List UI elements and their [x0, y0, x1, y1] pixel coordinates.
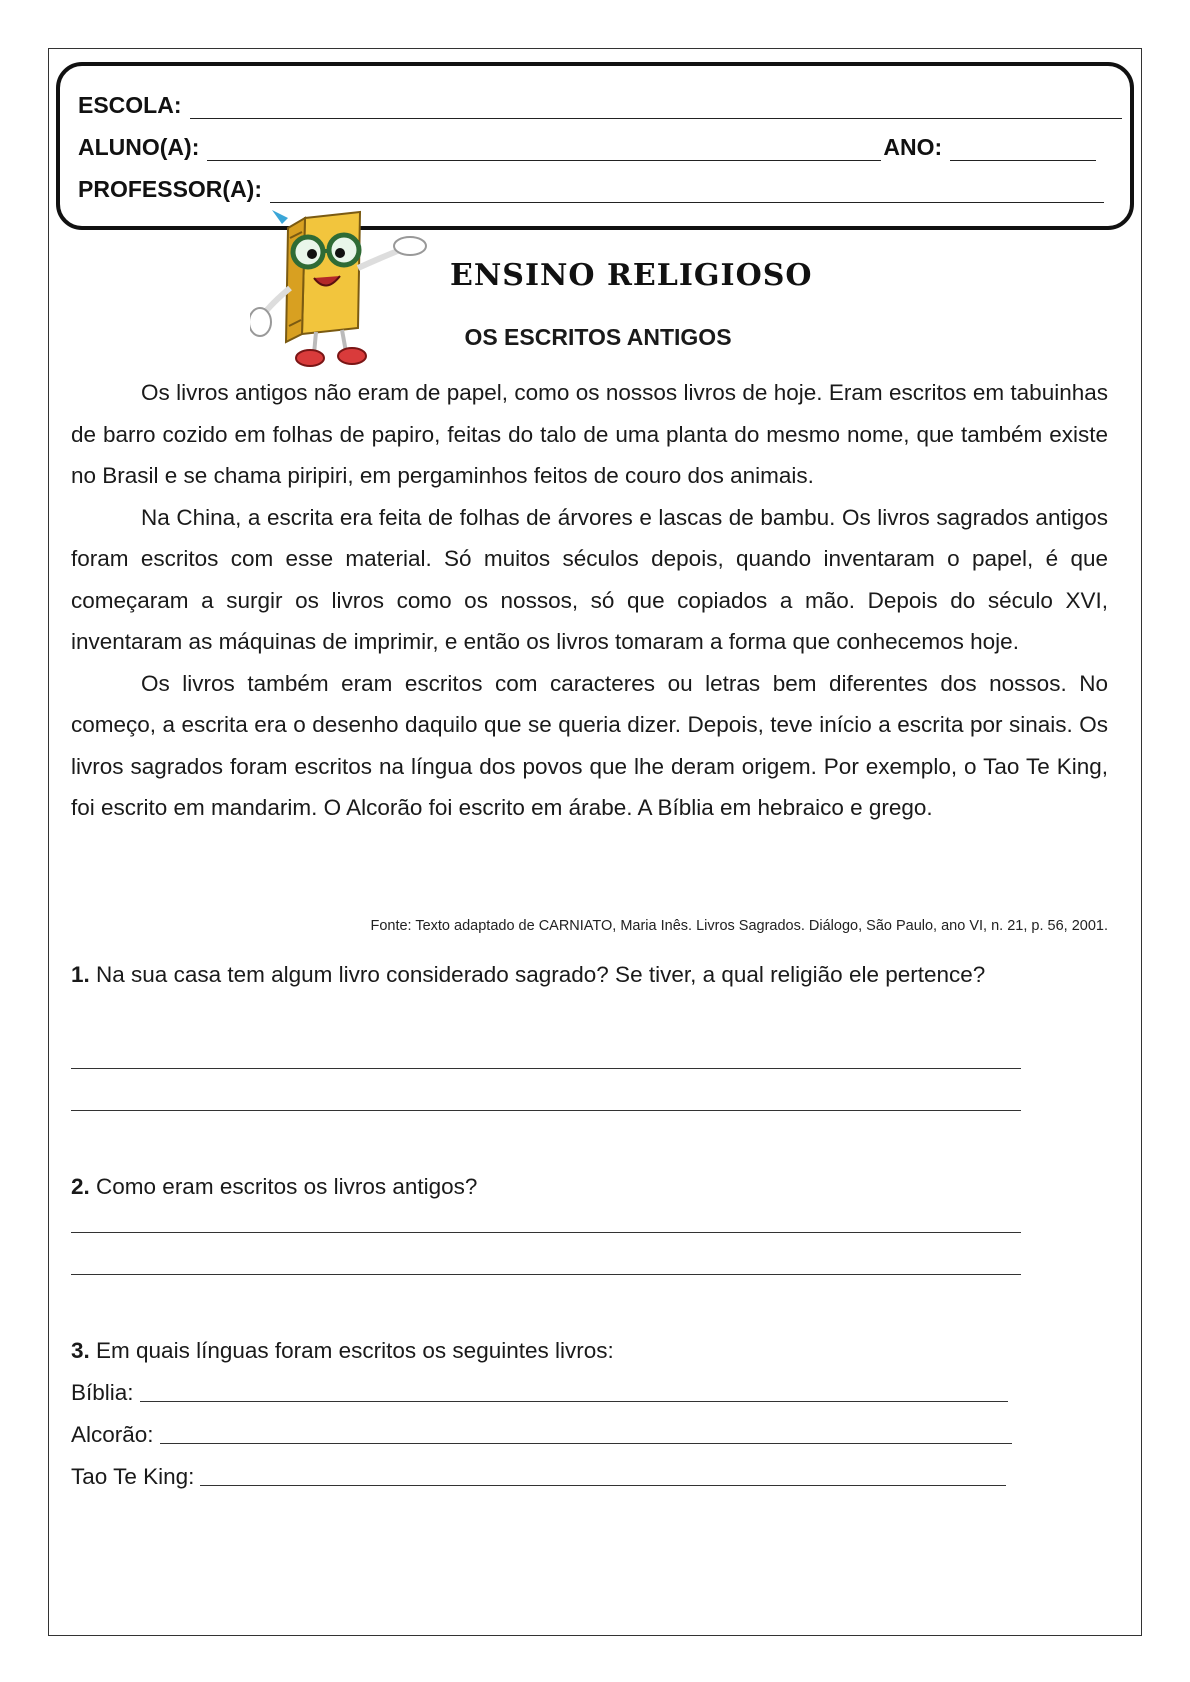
question-2-text: Como eram escritos os livros antigos? — [96, 1174, 478, 1199]
escola-label: ESCOLA: — [78, 92, 182, 118]
paragraph-2: Na China, a escrita era feita de folhas de árvores e lascas de bambu. Os livros sagrados antigos foram escritos com esse material. Só muitos séculos depois, quando inventaram o papel, é que começaram a surgir os livros como os nossos, só que copiados a mão. Depois do século XVI, inventaram as máquinas de imprimir, e então os livros tomaram a forma que conhecemos hoje. — [71, 504, 1108, 654]
professor-label: PROFESSOR(A): — [78, 176, 262, 202]
source-citation: Fonte: Texto adaptado de CARNIATO, Maria Inês. Livros Sagrados. Diálogo, São Paulo, ano VI, n. 21, p. 56, 2001. — [370, 918, 1108, 934]
school-header-box — [56, 62, 1134, 230]
alcorao-answer-line[interactable] — [160, 1442, 1012, 1444]
professor-row — [78, 176, 1104, 203]
question-2-number: 2. — [71, 1174, 90, 1199]
reading-text — [71, 372, 1108, 829]
alcorao-row — [71, 1422, 1012, 1448]
tao-te-king-row — [71, 1464, 1006, 1490]
escola-field[interactable] — [190, 117, 1122, 119]
subject-title: ENSINO RELIGIOSO — [450, 258, 813, 293]
question-2 — [71, 1166, 477, 1208]
question-1-number: 1. — [71, 962, 90, 987]
answer-line-2a[interactable] — [71, 1232, 1021, 1233]
question-3-number: 3. — [71, 1338, 90, 1363]
answer-line-1b[interactable] — [71, 1110, 1021, 1111]
tao-te-king-label: Tao Te King: — [71, 1464, 195, 1489]
escola-row — [78, 92, 1122, 119]
question-3-text: Em quais línguas foram escritos os seguintes livros: — [96, 1338, 614, 1363]
professor-field[interactable] — [270, 201, 1104, 203]
paragraph-3: Os livros também eram escritos com caracteres ou letras bem diferentes dos nossos. No começo, a escrita era o desenho daquilo que se queria dizer. Depois, teve início a escrita por sinais. Os livros sagrados foram escritos na língua dos povos que lhe deram origem. Por exemplo, o Tao Te King, foi escrito em mandarim. O Alcorão foi escrito em árabe. A Bíblia em hebraico e grego. — [71, 670, 1108, 820]
ano-field[interactable] — [950, 159, 1096, 161]
biblia-answer-line[interactable] — [140, 1400, 1008, 1402]
text-title-label: OS ESCRITOS ANTIGOS — [464, 324, 732, 350]
aluno-field[interactable] — [207, 159, 881, 161]
ano-label: ANO: — [883, 134, 943, 160]
aluno-label: ALUNO(A): — [78, 134, 200, 160]
aluno-row — [78, 134, 1096, 161]
text-title — [0, 324, 1190, 351]
question-1-text: Na sua casa tem algum livro considerado sagrado? Se tiver, a qual religião ele pertence? — [96, 962, 986, 987]
question-1 — [71, 954, 1024, 996]
biblia-row — [71, 1380, 1008, 1406]
answer-line-1a[interactable] — [71, 1068, 1021, 1069]
biblia-label: Bíblia: — [71, 1380, 134, 1405]
tao-te-king-answer-line[interactable] — [200, 1484, 1006, 1486]
question-3 — [71, 1330, 614, 1372]
paragraph-1: Os livros antigos não eram de papel, como os nossos livros de hoje. Eram escritos em tabuinhas de barro cozido em folhas de papiro, feitas do talo de uma planta do mesmo nome, que também existe no Brasil e se chama piripiri, em pergaminhos feitos de couro dos animais. — [71, 380, 1108, 488]
answer-line-2b[interactable] — [71, 1274, 1021, 1275]
alcorao-label: Alcorão: — [71, 1422, 154, 1447]
